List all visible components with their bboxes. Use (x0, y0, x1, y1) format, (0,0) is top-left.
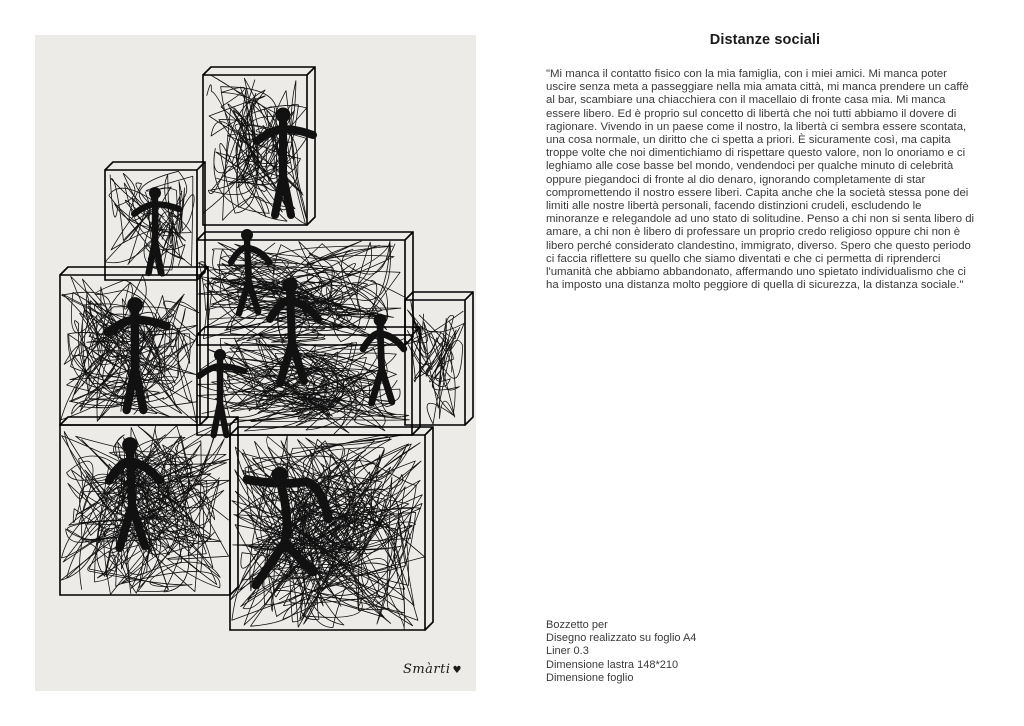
spec-line: Bozzetto per (546, 619, 608, 631)
body-paragraph: "Mi manca il contatto fisico con la mia famiglia, con i miei amici. Mi manca poter uscire senza meta a passeggiare nella mia amata città, mi manca prendere un caffè al bar, scambiare una chiacchiera con il macellaio di fronte casa mia. Mi manca essere libero. Ed è proprio sul concetto di libertà che noi tutti abbiamo il dovere di ragionare. Vivendo in un paese come il nostro, la libertà ci sembra essere scontata, una cosa normale, un diritto che ci spetta a priori. È sicuramente così, ma capita troppe volte che noi dimentichiamo di rispettare questo valore, non lo onoriamo e ci leghiamo alle cose basse bel mondo, vendendoci per qualche minuto di celebrità oppure piegandoci di fronte al dio denaro, ignorando completamente di star compromettendo il nostro essere liberi. Capita anche che la società stessa pone dei limiti alle nostre libertà personali, facendo distinzioni crudeli, escludendo le minoranze e relegandole ad uno stato di solitudine. Penso a chi non si senta libero di amare, a chi non è libero di professare un proprio credo religioso oppure chi non è libero perché considerato clandestino, immigrato, diverso. Spero che questo periodo ci faccia riflettere su quello che siamo diventati e che ci permetta di riprenderci l'umanità che abbiamo abbandonato, affermando uno spietato individualismo che ci ha imposto una distanza molto peggiore di quella di sicurezza, la distanza sociale." (546, 68, 975, 292)
artist-signature (403, 662, 462, 677)
ink-drawing-icon (35, 35, 476, 691)
signature-text: Smàrti (402, 662, 451, 677)
spec-list (546, 619, 696, 685)
spec-line: Dimensione lastra 148*210 (546, 658, 679, 671)
spec-line: Liner 0.3 (546, 645, 589, 658)
spec-line: Dimensione foglio (546, 671, 634, 684)
artwork-image (35, 35, 476, 691)
heart-icon: ♥ (452, 665, 462, 676)
spec-line: Disegno realizzato su foglio A4 (546, 632, 697, 645)
page-title: Distanze sociali (709, 32, 821, 48)
